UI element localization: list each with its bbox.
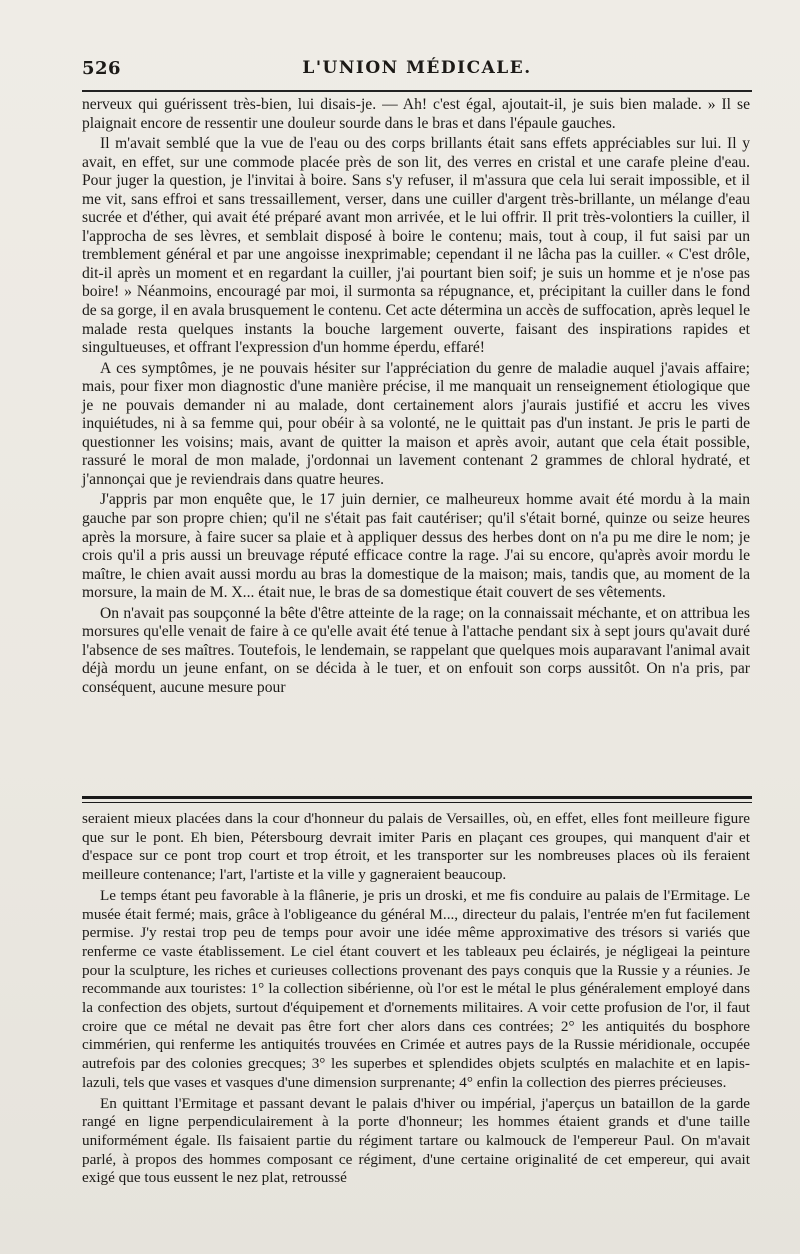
page-header — [82, 58, 752, 84]
paragraph: A ces symptômes, je ne pouvais hésiter sur l'appréciation du genre de maladie auquel j'avais affaire; mais, pour fixer mon diagnostic d'une manière précise, il me manquait un renseignement étiologique que je ne pouvais demander ni au malade, dont certainement alors j'aurais justifié et accru les vives inquiétudes, ni à sa femme qui, pour obéir à sa volonté, ne le quittait pas d'un instant. Je pris le parti de questionner les voisins; mais, avant de quitter la maison et après avoir, autant que cela était possible, rassuré le moral de mon malade, j'ordonnai un lavement contenant 2 grammes de chloral hydraté, et j'annonçai que je reviendrais dans quatre heures. — [82, 359, 750, 488]
running-title: L'UNION MÉDICALE. — [302, 58, 532, 78]
page-number: 526 — [82, 58, 122, 79]
paragraph: On n'avait pas soupçonné la bête d'être atteinte de la rage; on la connaissait méchante, et on attribua les morsures qu'elle venait de faire à ce qu'elle avait été tenue à l'attache pendant six à sept jours qu'avait duré l'absence de ses maîtres. Toutefois, le lendemain, se rappelant que quelques mois auparavant l'animal avait déjà mordu un jeune enfant, on se décida à le tuer, et on enfouit son corps aussitôt. On n'a pris, par conséquent, aucune mesure pour — [82, 604, 750, 696]
header-rule — [82, 90, 752, 92]
paragraph: seraient mieux placées dans la cour d'honneur du palais de Versailles, où, en effet, elles font meilleure figure que sur le pont. Eh bien, Pétersbourg devrait imiter Paris en plaçant ces groupes, qui manquent d'air et d'espace sur ce pont trop court et trop étroit, et les transporter sur les nombreuses places où ils feraient meilleure contenance; l'art, l'artiste et la ville y gagneraient beaucoup. — [82, 810, 750, 884]
section-divider-thin — [82, 802, 752, 803]
paragraph: Il m'avait semblé que la vue de l'eau ou des corps brillants était sans effets appréciables sur lui. Il y avait, en effet, sur une commode placée près de son lit, des verres en cristal et une carafe pleine d'eau. Pour juger la question, je l'invitai à boire. Sans s'y refuser, il m'assura que cela lui serait impossible, et il me vit, sans effroi et sans tressaillement, verser, dans une cuiller d'argent très-brillante, un mélange d'eau sucrée et d'éther, qui avait été préparé avant mon arrivée, et le lui offrir. Il prit très-volontiers la cuiller, il l'approcha de ses lèvres, et semblait disposé à boire le contenu; mais, tout à coup, il fut saisi par un tremblement général et par une angoisse inexprimable; cependant il ne lâcha pas la cuiller. « C'est drôle, dit-il après un moment et en regardant la cuiller, j'ai pourtant bien soif; je suis un homme et je n'ose pas boire! » Néanmoins, encouragé par moi, il surmonta sa répugnance, et, précipitant la cuiller dans le fond de sa gorge, il en avala brusquement le contenu. Cet acte détermina un accès de suffocation, après lequel le malade resta quelques instants la bouche largement ouverte, faisant des inspirations rapides et singultueuses, et offrant l'expression d'un homme éperdu, effaré! — [82, 135, 750, 357]
feuilleton-body — [82, 810, 750, 1188]
section-divider — [82, 796, 752, 799]
paragraph: En quittant l'Ermitage et passant devant le palais d'hiver ou impérial, j'aperçus un bataillon de la garde rangé en ligne perpendiculairement à la porte d'honneur; les hommes étaient grands et d'une taille uniformément égale. Ils faisaient partie du régiment tartare ou kalmouck de l'empereur Paul. On m'avait parlé, à propos des hommes composant ce régiment, d'une certaine originalité de cet empereur, qui avait exigé que tous eussent le nez plat, retroussé — [82, 1094, 750, 1187]
paragraph: Le temps étant peu favorable à la flânerie, je pris un droski, et me fis conduire au palais de l'Ermitage. Le musée était fermé; mais, grâce à l'obligeance du général M..., directeur du palais, l'entrée m'en fut facilement permise. J'y restai trop peu de temps pour avoir une idée même approximative des trésors si variés que renferme ce vaste établissement. Le ciel étant couvert et les tableaux peu éclairés, je négligeai la peinture pour la sculpture, les riches et curieuses collections provenant des pays conquis que la Russie y a réunies. Je recommande aux touristes: 1° la collection sibérienne, où l'or est le métal le plus généralement employé dans la confection des objets, surtout d'équipement et d'ornements militaires. A voir cette profusion de l'or, il faut croire que ce métal ne devait pas être fort cher alors dans ces contrées; 2° les antiquités du bosphore cimmérien, qui renferme les antiquités trouvées en Crimée et autres pays de la Russie méridionale, occupée autrefois par des colonies grecques; 3° les superbes et splendides objets sculptés en malachite et en lapis-lazuli, tels que vases et vasques d'une dimension surprenante; 4° enfin la collection des pierres précieuses. — [82, 886, 750, 1091]
article-body — [82, 96, 750, 698]
paragraph: J'appris par mon enquête que, le 17 juin dernier, ce malheureux homme avait été mordu à la main gauche par son propre chien; qu'il ne s'était pas fait cautériser; qu'il s'était borné, quinze ou seize heures après la morsure, à faire sucer sa plaie et à appliquer dessus des herbes dont on n'a pu me dire le nom; je crois qu'il a pris aussi un breuvage réputé efficace contre la rage. J'ai su encore, qu'après avoir mordu le maître, le chien avait aussi mordu au bras la domestique de la maison; mais, tandis que, au moment de la morsure, la main de M. X... était nue, le bras de sa domestique était couvert de ses vêtements. — [82, 491, 750, 602]
paragraph: nerveux qui guérissent très-bien, lui disais-je. — Ah! c'est égal, ajoutait-il, je suis bien malade. » Il se plaignait encore de ressentir une douleur sourde dans le bras et dans l'épaule gauches. — [82, 96, 750, 132]
